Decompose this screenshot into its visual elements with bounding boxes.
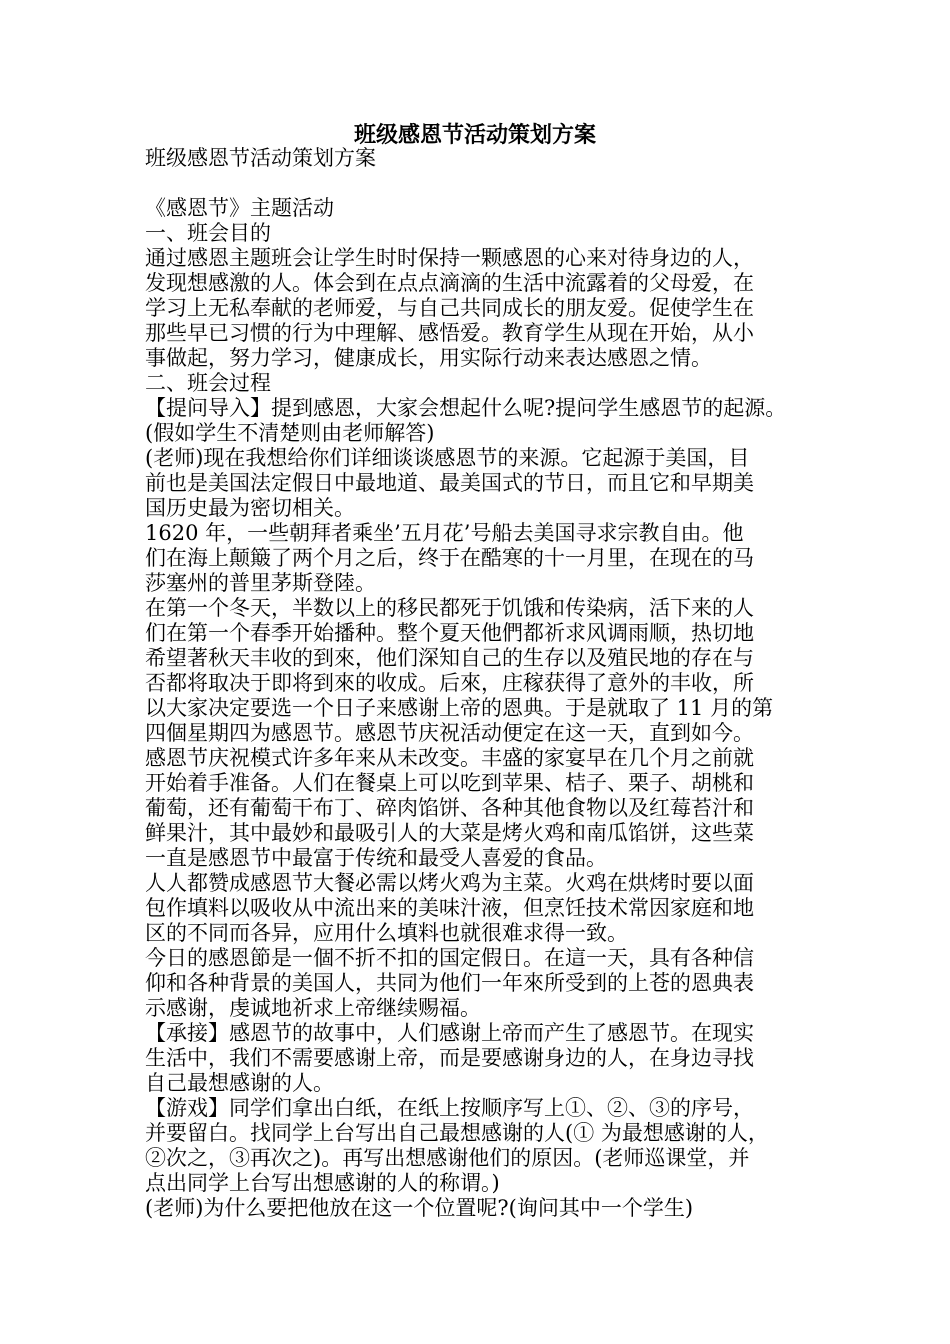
text-line: (老师)为什么要把他放在这一个位置呢?(询问其中一个学生) bbox=[145, 1196, 694, 1220]
text-line: 发现想感激的人。体会到在点点滴滴的生活中流露着的父母爱，在 bbox=[145, 271, 754, 295]
text-line: 并要留白。找同学上台写出自己最想感谢的人(① 为最想感谢的人， bbox=[145, 1121, 769, 1145]
text-line: 否都将取决于即将到來的收成。后來，庄稼获得了意外的丰收，所 bbox=[145, 671, 754, 695]
text-line: 们在第一个春季开始播种。整个夏天他們都祈求风调雨顺，热切地 bbox=[145, 621, 754, 645]
text-line: 学习上无私奉献的老师爱，与自己共同成长的朋友爱。促使学生在 bbox=[145, 296, 754, 320]
text-line: 莎塞州的普里茅斯登陸。 bbox=[145, 571, 376, 595]
text-line: 一直是感恩节中最富于传统和最受人喜爱的食品。 bbox=[145, 846, 607, 870]
text-line: 事做起，努力学习，健康成长，用实际行动来表达感恩之情。 bbox=[145, 346, 712, 370]
text-line: 通过感恩主题班会让学生时时保持一颗感恩的心来对待身边的人， bbox=[145, 246, 754, 270]
text-line: 开始着手准备。人们在餐桌上可以吃到苹果、桔子、栗子、胡桃和 bbox=[145, 771, 754, 795]
text-line: (老师)现在我想给你们详细谈谈感恩节的来源。它起源于美国，目 bbox=[145, 446, 750, 470]
text-line: 人人都赞成感恩节大餐必需以烤火鸡为主菜。火鸡在烘烤时要以面 bbox=[145, 871, 754, 895]
text-line: 仰和各种背景的美国人，共同为他们一年來所受到的上苍的恩典表 bbox=[145, 971, 754, 995]
text-line: 自己最想感谢的人。 bbox=[145, 1071, 334, 1095]
text-line: 感恩节庆祝模式许多年来从未改变。丰盛的家宴早在几个月之前就 bbox=[145, 746, 754, 770]
blank-line bbox=[145, 171, 825, 196]
text-line: 二、班会过程 bbox=[145, 371, 271, 395]
text-line: 《感恩节》主题活动 bbox=[145, 196, 334, 220]
text-line: (假如学生不清楚则由老师解答) bbox=[145, 421, 435, 445]
text-line: 在第一个冬天，半数以上的移民都死于饥饿和传染病，活下来的人 bbox=[145, 596, 754, 620]
text-line: 希望著秋天丰收的到來，他们深知自己的生存以及殖民地的存在与 bbox=[145, 646, 754, 670]
text-line: 点出同学上台写出想感谢的人的称谓。) bbox=[145, 1171, 500, 1195]
text-line: 【提问导入】提到感恩，大家会想起什么呢?提问学生感恩节的起源。 bbox=[145, 396, 787, 420]
text-line: 一、班会目的 bbox=[145, 221, 271, 245]
document-body bbox=[145, 146, 825, 1221]
text-line: 【承接】感恩节的故事中，人们感谢上帝而产生了感恩节。在现实 bbox=[145, 1021, 754, 1045]
text-line: 国历史最为密切相关。 bbox=[145, 496, 355, 520]
text-line: 区的不同而各异，应用什么填料也就很难求得一致。 bbox=[145, 921, 628, 945]
text-line: 【游戏】同学们拿出白纸，在纸上按顺序写上①、②、③的序号， bbox=[145, 1096, 754, 1120]
text-line: 示感谢，虔诚地祈求上帝继续赐福。 bbox=[145, 996, 481, 1020]
text-line: 班级感恩节活动策划方案 bbox=[145, 146, 376, 170]
text-line: ②次之，③再次之)。再写出想感谢他们的原因。(老师巡课堂，并 bbox=[145, 1146, 750, 1170]
text-line: 鲜果汁，其中最妙和最吸引人的大菜是烤火鸡和南瓜馅饼，这些菜 bbox=[145, 821, 754, 845]
document-title: 班级感恩节活动策划方案 bbox=[353, 122, 596, 148]
text-line: 那些早已习惯的行为中理解、感悟爱。教育学生从现在开始，从小 bbox=[145, 321, 754, 345]
text-line: 1620 年，一些朝拜者乘坐’五月花’号船去美国寻求宗教自由。他 bbox=[145, 521, 744, 545]
text-line: 前也是美国法定假日中最地道、最美国式的节日，而且它和早期美 bbox=[145, 471, 754, 495]
text-line: 生活中，我们不需要感谢上帝，而是要感谢身边的人，在身边寻找 bbox=[145, 1046, 754, 1070]
text-line: 四個星期四为感恩节。感恩节庆祝活动便定在这一天，直到如今。 bbox=[145, 721, 754, 745]
text-line: 葡萄，还有葡萄干布丁、碎肉馅饼、各种其他食物以及红莓苔汁和 bbox=[145, 796, 754, 820]
text-line: 包作填料以吸收从中流出来的美味汁液，但烹饪技术常因家庭和地 bbox=[145, 896, 754, 920]
text-line: 们在海上颠簸了两个月之后，终于在酷寒的十一月里，在现在的马 bbox=[145, 546, 754, 570]
text-line: 以大家决定要选一个日子来感谢上帝的恩典。于是就取了 11 月的第 bbox=[145, 696, 774, 720]
text-line: 今日的感恩節是一個不折不扣的国定假日。在這一天，具有各种信 bbox=[145, 946, 754, 970]
